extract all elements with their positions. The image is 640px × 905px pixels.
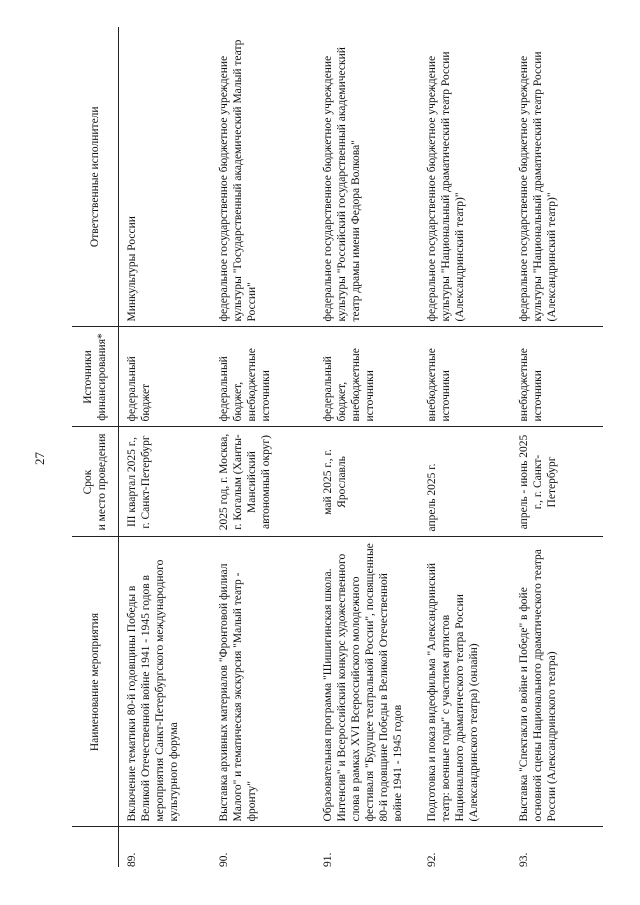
- event-term: май 2025 г., г. Ярославль: [315, 427, 419, 537]
- responsible-party: федеральное государственное бюджетное учреждение культуры "Национальный драматический театр России (Александринский театр)": [511, 27, 603, 327]
- header-num: [72, 827, 119, 867]
- funding-source: внебюджетные источники: [419, 327, 511, 427]
- funding-source: федеральный бюджет: [119, 327, 211, 427]
- header-name: Наименование мероприятия: [72, 537, 119, 827]
- row-number: 89.: [126, 852, 138, 867]
- responsible-party: Минкультуры России: [119, 27, 211, 327]
- row-number: 90.: [217, 852, 230, 867]
- events-table: [72, 27, 603, 867]
- row-number: 92.: [425, 852, 438, 867]
- header-term: Срок и место проведения: [72, 427, 119, 537]
- responsible-party: федеральное государственное бюджетное учреждение культуры "Государственный академический Малый театр России": [211, 27, 315, 327]
- event-term: апрель - июнь 2025 г., г. Санкт-Петербург: [511, 427, 603, 537]
- event-name: Образовательная программа "Шишигинская школа. Интенсив" и Всероссийский конкурс художественного слова в рамках XVI Всероссийского молодежного фестиваля "Будущее театральной России", посвященные 80-й годовщине Победы в Великой Отечественной войне 1941 - 1945 годов: [315, 537, 419, 827]
- row-number: 93.: [517, 852, 530, 867]
- event-term: 2025 год, г. Москва, г. Когалым (Ханты-Мансийский автономный округ): [211, 427, 315, 537]
- event-name: Включение тематики 80-й годовщины Победы в Великой Отечественной войне 1941 - 1945 годов в мероприятия Санкт-Петербургского международного культурного форума: [119, 537, 211, 827]
- responsible-party: федеральное государственное бюджетное учреждение культуры "Российский государственный академический театр драмы имени Федора Волкова": [315, 27, 419, 327]
- table-row: [211, 27, 315, 867]
- event-name: Выставка "Спектакли о войне и Победе" в фойе основной сцены Национального драматического театра России (Александринского театра): [511, 537, 603, 827]
- event-name: Подготовка и показ видеофильма "Александринский театр: военные годы" с участием артистов Национального драматического театра России (Александринского театра) (онлайн): [419, 537, 511, 827]
- funding-source: федеральный бюджет, внебюджетные источники: [211, 327, 315, 427]
- table-row: [511, 27, 603, 867]
- responsible-party: федеральное государственное бюджетное учреждение культуры "Национальный драматический театр России (Александринский театр)": [419, 27, 511, 327]
- event-name: Выставка архивных материалов "Фронтовой филиал Малого" и тематическая экскурсия "Малый театр - фронту": [211, 537, 315, 827]
- header-source: Источники финансирования*: [72, 327, 119, 427]
- page-number: 27: [32, 452, 47, 465]
- row-number: 91.: [321, 852, 334, 867]
- funding-source: федеральный бюджет, внебюджетные источники: [315, 327, 419, 427]
- event-term: апрель 2025 г.: [419, 427, 511, 537]
- table-header-row: [72, 27, 119, 867]
- table-row: [119, 27, 211, 867]
- funding-source: внебюджетные источники: [511, 327, 603, 427]
- table-row: [315, 27, 419, 867]
- event-term: III квартал 2025 г., г. Санкт-Петербург: [119, 427, 211, 537]
- header-responsible: Ответственные исполнители: [72, 27, 119, 327]
- table-row: [419, 27, 511, 867]
